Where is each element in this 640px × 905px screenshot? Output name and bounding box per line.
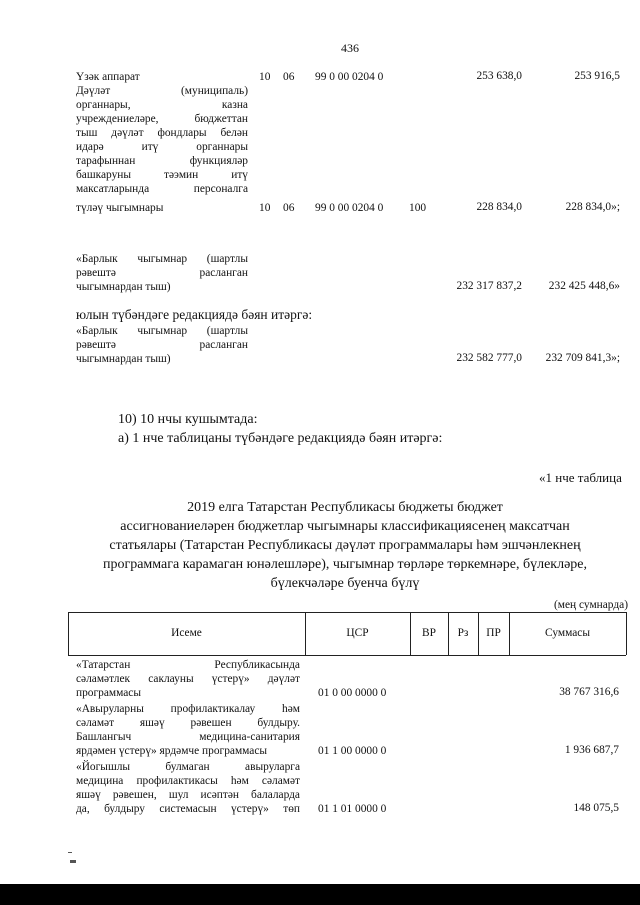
row-personnel-name-line: тарафыннан функцияләр bbox=[76, 155, 248, 167]
table-row-name-line: ярдәмен үстерү» ярдәмче программасы bbox=[76, 745, 268, 757]
table-row-sum: 38 767 316,6 bbox=[559, 686, 619, 698]
item-10-heading: 10) 10 нчы кушымтада: bbox=[118, 412, 258, 427]
header-csr: ЦСР bbox=[346, 627, 369, 639]
row-central-apparatus-rz: 10 bbox=[259, 71, 271, 83]
total-old-value1: 232 317 837,2 bbox=[456, 280, 522, 292]
table-row-csr: 01 1 01 0000 0 bbox=[318, 803, 387, 815]
header-pr: ПР bbox=[486, 627, 501, 639]
table-row-csr: 01 0 00 0000 0 bbox=[318, 687, 387, 699]
row-personnel-name-line: тыш дәүләт фондлары белән bbox=[76, 127, 248, 139]
table-row-name-line: сәламәтлек саклауны үстерү» дәүләт bbox=[76, 673, 300, 685]
edit-instruction: юлын түбәндәге редакциядә бәян итәргә: bbox=[76, 307, 313, 322]
row-central-apparatus-pr: 06 bbox=[283, 71, 295, 83]
table-row-csr: 01 1 00 0000 0 bbox=[318, 745, 387, 757]
header-name: Исеме bbox=[171, 627, 202, 639]
table-row-name-line: «Татарстан Республикасында bbox=[76, 659, 300, 671]
table-title-line: 2019 елга Татарстан Республикасы бюджеты бюджет bbox=[187, 500, 503, 515]
table-title-line: ассигнованиеләрен бюджетлар чыгымнары классификациясенең максатчан bbox=[120, 519, 570, 534]
row-personnel-value1: 228 834,0 bbox=[476, 201, 522, 213]
total-new-name-line: чыгымнардан тыш) bbox=[76, 353, 171, 365]
row-personnel-name-line: Дәүләт (муниципаль) bbox=[76, 85, 248, 97]
page-number: 436 bbox=[341, 41, 359, 55]
row-central-apparatus-value1: 253 638,0 bbox=[476, 70, 522, 82]
table-reference: «1 нче таблица bbox=[539, 470, 622, 485]
total-old-name-line: «Барлык чыгымнар (шартлы bbox=[76, 253, 248, 265]
header-sum: Суммасы bbox=[545, 627, 590, 639]
row-personnel-name-line: идарә итү органнары bbox=[76, 141, 248, 153]
table-row-name-line: медицина профилактикасы һәм сәламәт bbox=[76, 775, 300, 787]
row-personnel-name-line: органнары, казна bbox=[76, 99, 248, 111]
row-personnel-name-line: башкаруны тәэмин итү bbox=[76, 169, 248, 181]
table-row-name-line: «Авыруларны профилактикалау һәм bbox=[76, 703, 300, 715]
row-personnel-pr: 06 bbox=[283, 202, 295, 214]
table-row-sum: 148 075,5 bbox=[573, 802, 619, 814]
scan-speck bbox=[68, 852, 72, 853]
total-new-value1: 232 582 777,0 bbox=[456, 352, 522, 364]
total-new-value2: 232 709 841,3»; bbox=[545, 352, 620, 364]
row-personnel-value2: 228 834,0»; bbox=[565, 201, 620, 213]
header-vr: ВР bbox=[422, 627, 436, 639]
scan-speck bbox=[70, 860, 76, 863]
table-row-name-line: яшәү рәвешен, шул исәптән балаларда bbox=[76, 789, 300, 801]
row-personnel-csr: 99 0 00 0204 0 bbox=[315, 202, 384, 214]
table-row-name-line: Башлангыч медицина-санитария bbox=[76, 731, 300, 743]
table-row-name-line: программасы bbox=[76, 687, 142, 699]
units-label: (мең сумнарда) bbox=[554, 599, 628, 611]
total-old-name-line: чыгымнардан тыш) bbox=[76, 281, 171, 293]
table-title-line: бүлекчәләре буенча бүлү bbox=[270, 576, 420, 591]
header-rz: Рз bbox=[457, 627, 469, 639]
total-old-value2: 232 425 448,6» bbox=[548, 280, 620, 292]
total-old-name-line: рәвештә расланган bbox=[76, 267, 248, 279]
table-row-name-line: сәламәт яшәү рәвешен булдыру. bbox=[76, 717, 300, 729]
total-new-name-line: «Барлык чыгымнар (шартлы bbox=[76, 325, 248, 337]
table-title-line: статьялары (Татарстан Республикасы дәүләт программалары һәм эшчәнлекнең bbox=[109, 538, 581, 553]
row-personnel-name-line: учреждениеләре, бюджеттан bbox=[76, 113, 248, 125]
row-personnel-rz: 10 bbox=[259, 202, 271, 214]
table-row-sum: 1 936 687,7 bbox=[564, 744, 619, 756]
row-central-apparatus-value2: 253 916,5 bbox=[574, 70, 620, 82]
table-row-name-line: «Йогышлы булмаган авыруларга bbox=[76, 761, 300, 773]
item-a-instruction: а) 1 нче таблицаны түбәндәге редакциядә бәян итәргә: bbox=[118, 431, 443, 446]
row-personnel-name-line: максатларында персоналга bbox=[76, 183, 248, 195]
row-personnel-vr: 100 bbox=[409, 202, 427, 214]
row-personnel-name-line: түләү чыгымнары bbox=[76, 202, 164, 214]
table-title-line: программага карамаган юнәлешләре), чыгымнар төрләре төркемнәре, бүлекләре, bbox=[102, 557, 588, 572]
total-new-name-line: рәвештә расланган bbox=[76, 339, 248, 351]
scan-edge-bar bbox=[0, 884, 640, 905]
row-central-apparatus-csr: 99 0 00 0204 0 bbox=[315, 71, 384, 83]
row-central-apparatus-name: Үзәк аппарат bbox=[76, 71, 140, 83]
table-row-name-line: да, булдыру системасын үстерү» төп bbox=[76, 803, 300, 815]
